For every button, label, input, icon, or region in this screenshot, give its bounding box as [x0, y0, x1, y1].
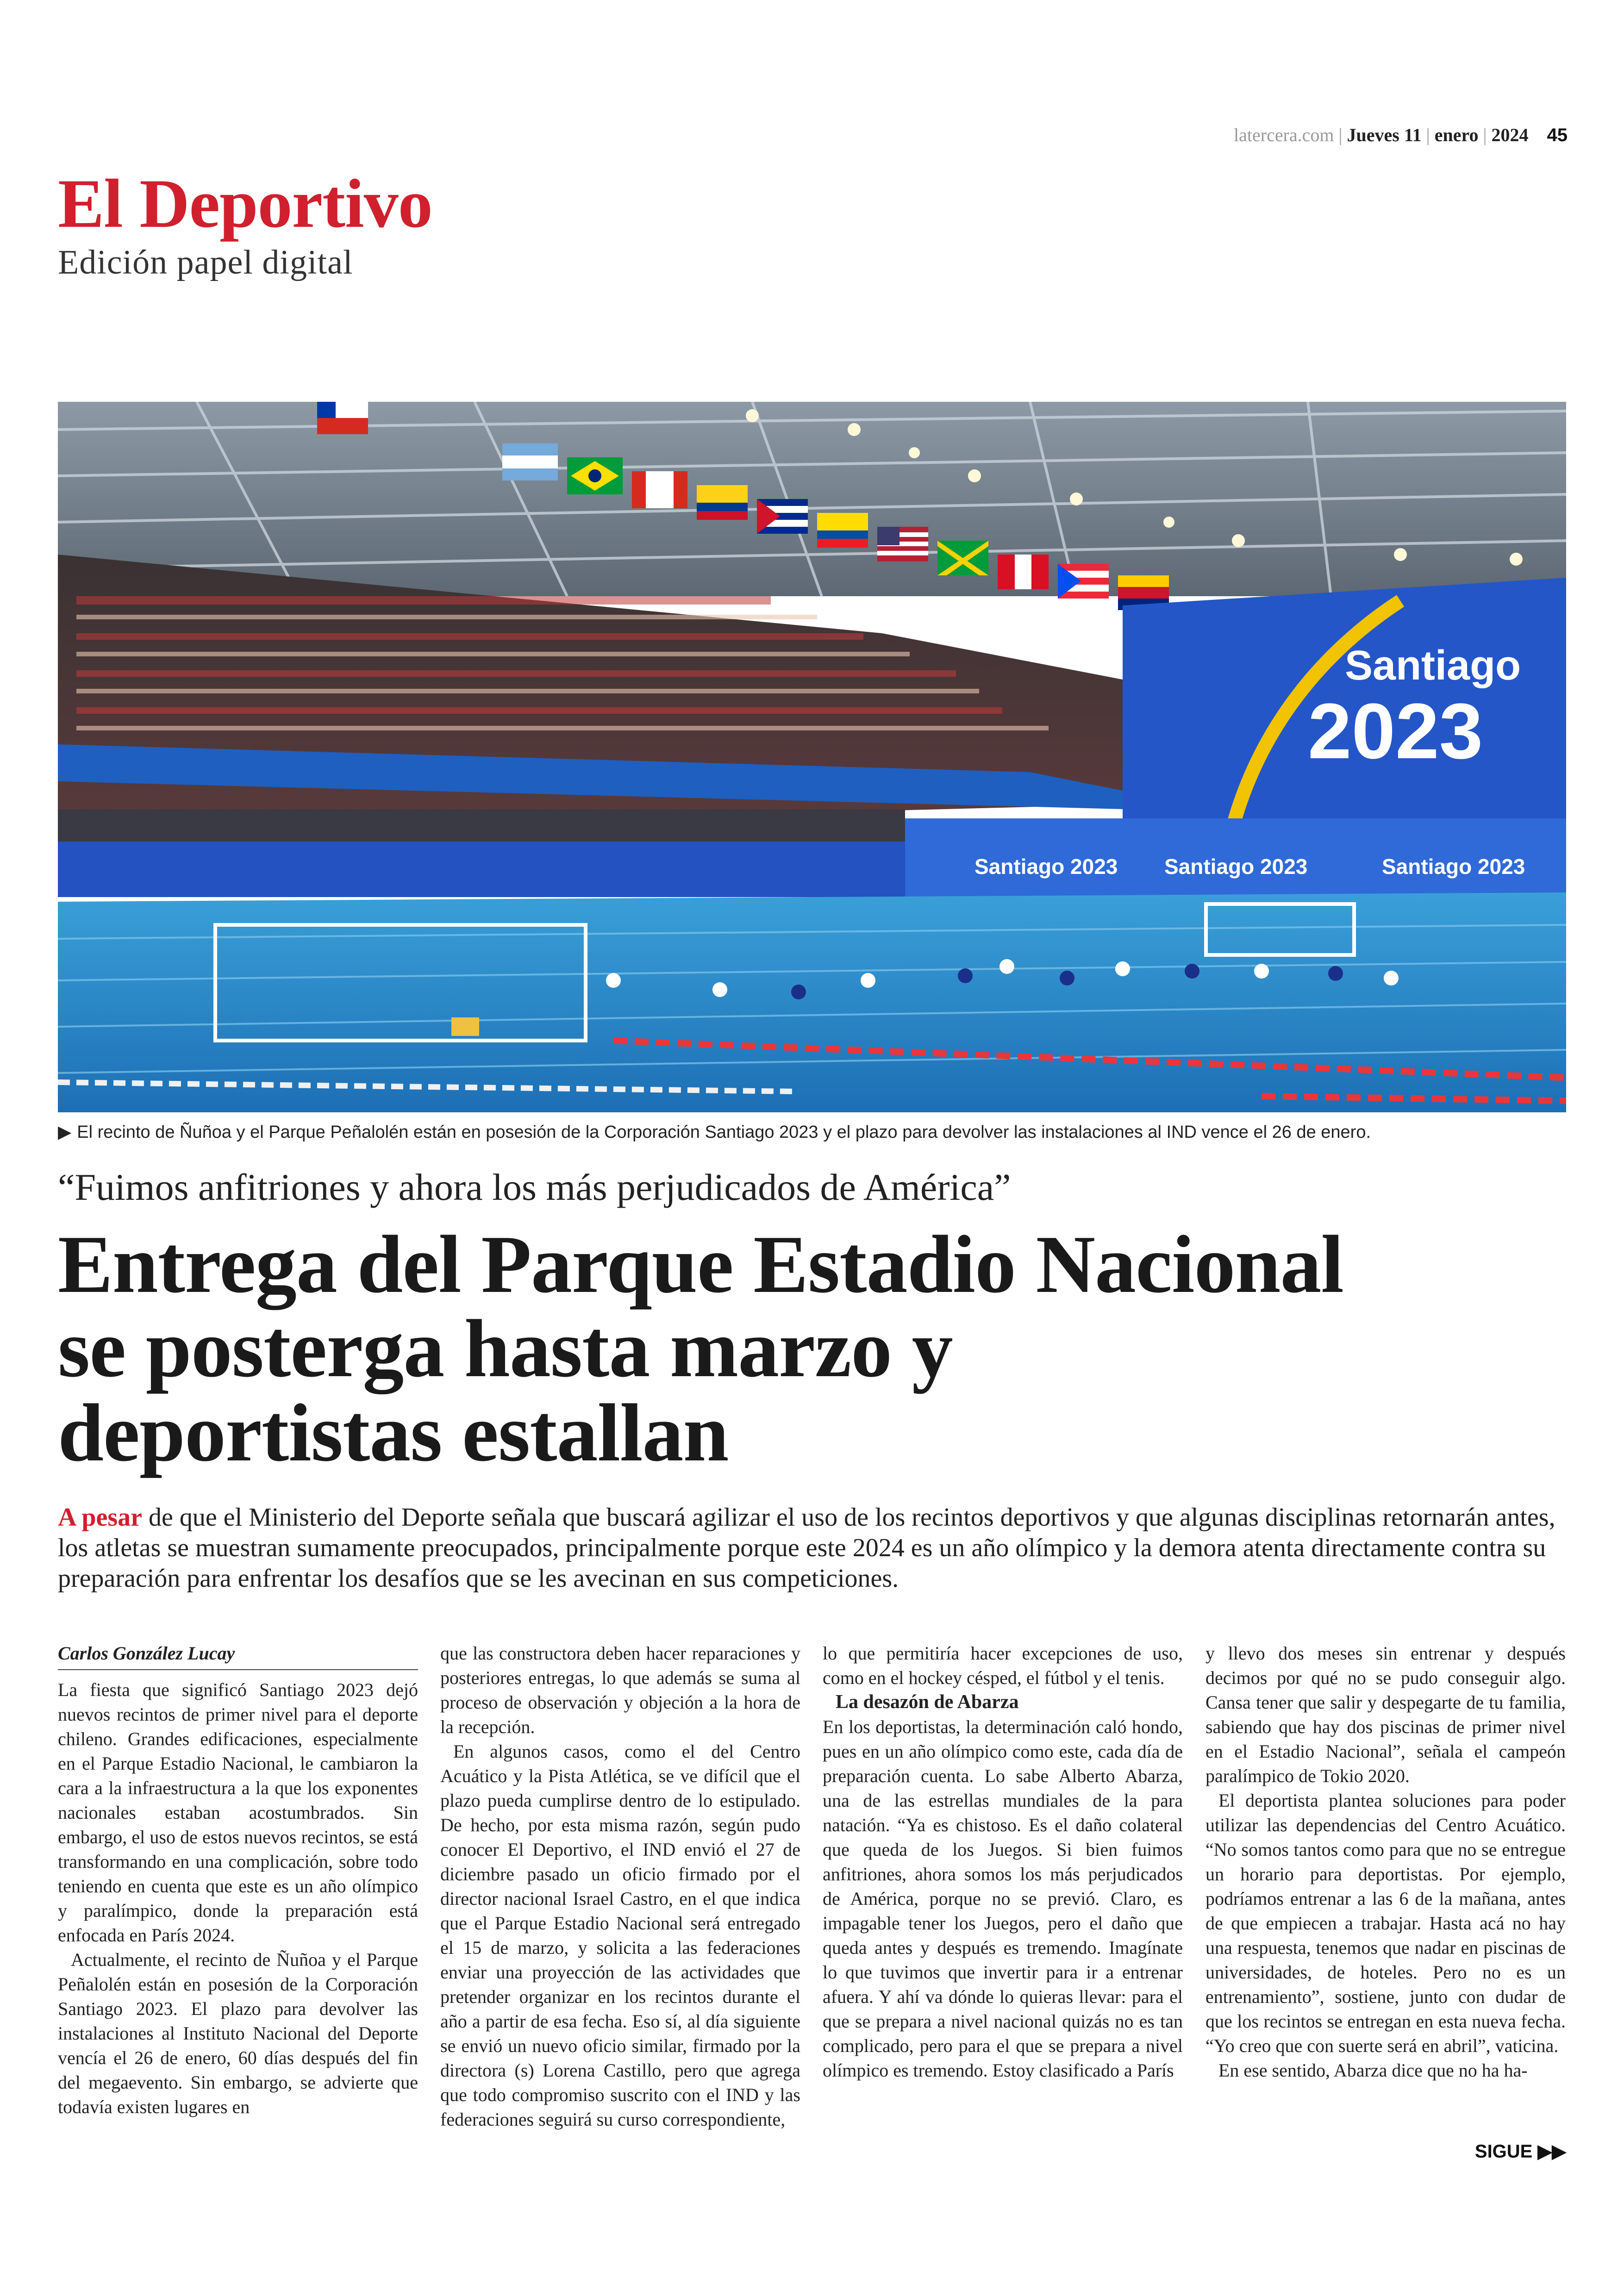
paragraph: En ese sentido, Abarza dice que no ha ha-	[1218, 2060, 1528, 2081]
continues-indicator: SIGUE ▶▶	[1474, 2141, 1566, 2162]
section-title: El Deportivo	[58, 165, 432, 242]
page-header: latercera.com | Jueves 11 | enero | 2024 45	[1234, 125, 1568, 145]
headline-line-1: Entrega del Parque Estadio Nacional	[58, 1218, 1343, 1310]
banner-2023: 2023	[1308, 687, 1483, 775]
paragraph: En los deportistas, la determinación caló hondo, pues en un año olímpico como este, cada día de preparación cuenta. Lo sabe Alberto Abarza, una de las estrellas mundiales de la para natación. “Ya es chistoso. Es el daño colateral que queda de los Juegos. Si bien fuimos anfitriones, ahora somos los más perjudicados de América, porque no se previó. Claro, es impagable tener los Juegos, pero el daño que queda antes y después es tremendo. Imagínate lo que tuvimos que invertir para ir a entrenar afuera. Y ahí va dónde lo quieras llevar: para el que se prepara a nivel nacional quizás no es tan complicado, pero para el que se prepara a nivel olímpico es tremendo. Estoy clasificado a París	[823, 1716, 1183, 2081]
site-name: latercera.com	[1234, 125, 1334, 145]
paragraph: y llevo dos meses sin entrenar y después decimos por qué no se pudo conseguir algo. Cansa tener que salir y despegarte de tu familia, sabiendo que hay dos piscinas de primer nivel en el Estadio Nacional”, señala el campeón paralímpico de Tokio 2020.	[1206, 1643, 1566, 1786]
paragraph: En algunos casos, como el del Centro Acuático y la Pista Atlética, se ve difícil que el plazo pueda cumplirse dentro de lo estipulado. De hecho, por esta misma razón, según pudo conocer El Deportivo, el IND envió el 27 de diciembre pasado un oficio firmado por el director nacional Israel Castro, en el que indica que el Parque Estadio Nacional será entregado el 15 de marzo, y solicita a las federaciones enviar una proyección de las actividades que pretender organizar en los recintos durante el año a partir de esa fecha. Eso sí, al día siguiente se envió un nuevo oficio similar, firmado por la directora (s) Lorena Castillo, pero que agrega que todo compromiso suscrito con el IND y las federaciones seguirá su curso correspondiente,	[440, 1741, 800, 2130]
column-1	[58, 1641, 418, 2119]
banner-small-2: Santiago 2023	[1164, 854, 1308, 879]
article-deck	[58, 1502, 1566, 1594]
article-photo	[58, 402, 1566, 1112]
article-kicker: “Fuimos anfitriones y ahora los más perjudicados de América”	[58, 1166, 1011, 1208]
byline: Carlos González Lucay	[58, 1641, 418, 1670]
paragraph: El deportista plantea soluciones para poder utilizar las dependencias del Centro Acuático. “No somos tantos como para que no se entregue un horario para deportistas. Por ejemplo, podríamos entrenar a las 6 de la mañana, antes de que empiecen a trabajar. Hasta acá no hay una respuesta, tenemos que nadar en piscinas de universidades, de hoteles. Pero no es un entrenamiento”, sostiene, junto con dudar de que los recintos se entregan en esta nueva fecha. “Yo creo que con suerte será en abril”, vaticina.	[1206, 1790, 1566, 2056]
banner-santiago: Santiago	[1345, 642, 1521, 689]
column-4	[1206, 1641, 1566, 2083]
column-2	[440, 1641, 800, 2132]
column-3	[823, 1641, 1183, 2083]
photo-caption	[58, 1122, 1566, 1142]
headline-line-2: se posterga hasta marzo y	[58, 1303, 953, 1394]
subheading: La desazón de Abarza	[836, 1691, 1019, 1713]
paragraph: Actualmente, el recinto de Ñuñoa y el Parque Peñalolén están en posesión de la Corporación Santiago 2023. El plazo para devolver las instalaciones al Instituto Nacional del Deporte vencía el 26 de enero, 60 días después del fin del megaevento. Sin embargo, se advierte que todavía existen lugares en	[58, 1949, 418, 2117]
section-subtitle: Edición papel digital	[58, 243, 353, 281]
deck-text: de que el Ministerio del Deporte señala que buscará agilizar el uso de los recintos deportivos y que algunas disciplinas retornarán antes, los atletas se muestran sumamente preocupados, principalmente porque este 2024 es un año olímpico y la demora atenta directamente contra su preparación para enfrentar los desafíos que se les avecinan en sus competiciones.	[58, 1503, 1555, 1593]
paragraph: que las constructora deben hacer reparaciones y posteriores entregas, lo que además se suma al proceso de observación y objeción a la hora de la recepción.	[440, 1643, 800, 1737]
article-headline	[58, 1218, 1566, 1478]
page-number: 45	[1547, 125, 1568, 145]
deck-lead: A pesar	[58, 1503, 142, 1532]
issue-day: Jueves 11	[1347, 125, 1422, 145]
headline-line-3: deportistas estallan	[58, 1387, 729, 1478]
caption-text: El recinto de Ñuñoa y el Parque Peñalolén están en posesión de la Corporación Santiago 2023 y el plazo para devolver las instalaciones al IND vence el 26 de enero.	[77, 1123, 1371, 1142]
aquatic-center-photo	[58, 402, 1566, 1112]
banner-small-1: Santiago 2023	[974, 854, 1118, 879]
caption-arrow-icon: ▶	[58, 1123, 72, 1142]
issue-month: enero	[1434, 125, 1479, 145]
banner-small-3: Santiago 2023	[1382, 854, 1525, 879]
paragraph: lo que permitiría hacer excepciones de uso, como en el hockey césped, el fútbol y el tenis.	[823, 1643, 1183, 1688]
paragraph: La fiesta que significó Santiago 2023 dejó nuevos recintos de primer nivel para el deporte chileno. Grandes edificaciones, especialmente en el Parque Estadio Nacional, le cambiaron la cara a la infraestructura a la que los exponentes nacionales estaban acostumbrados. Sin embargo, el uso de estos nuevos recintos, se está transformando en una complicación, sobre todo teniendo en cuenta que este es un año olímpico y paralímpico, donde la preparación está enfocada en París 2024.	[58, 1679, 418, 1946]
issue-year: 2024	[1491, 125, 1529, 145]
